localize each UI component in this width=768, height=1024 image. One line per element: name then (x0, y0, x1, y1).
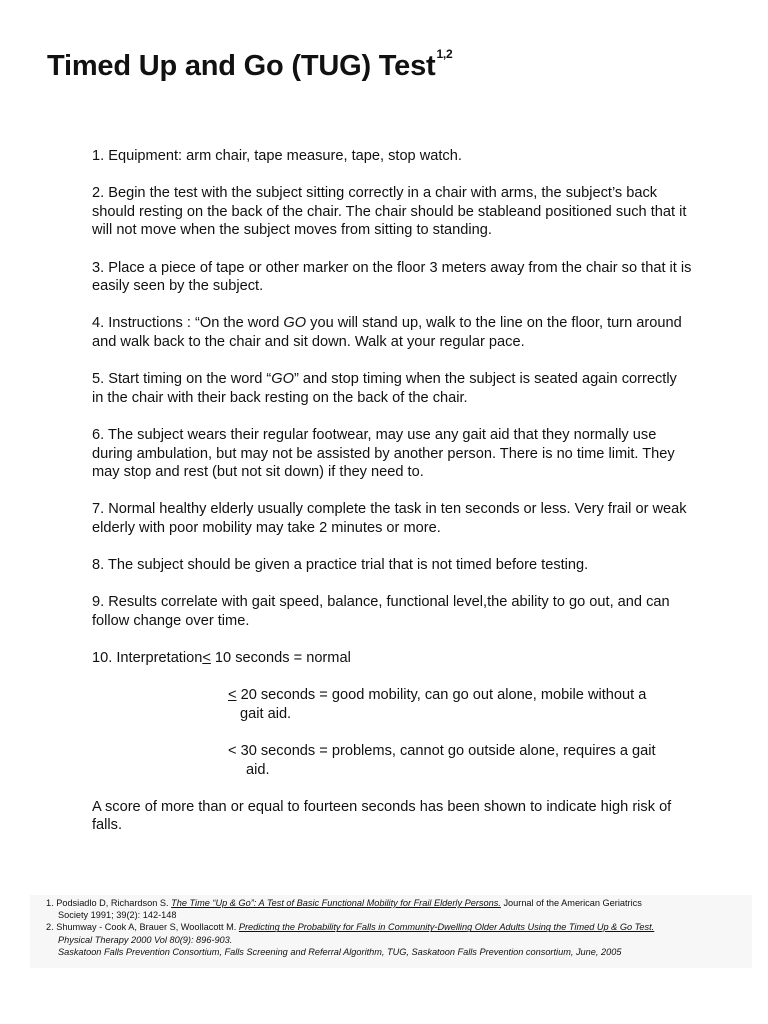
interpretation-good-mobility-cont: gait aid. (240, 705, 292, 722)
item-4-part-b: you will stand up, walk to the line on the floor, turn around and walk back to the chair and sit down. Walk at your regular pace. (92, 315, 682, 350)
interpretation-label: 10. Interpretation (92, 650, 203, 667)
interpretation-good-mobility: 20 seconds = good mobility, can go out alone, mobile without a (236, 687, 647, 704)
item-5-part-a: 5. Start timing on the word “ (92, 371, 272, 388)
item-5 (92, 370, 692, 407)
footnote-1-line-2: Society 1991; 39(2): 142-148 (58, 910, 177, 921)
footnote-1: 1. Podsiadlo D, Richardson S. The Time “Up & Go”: A Test of Basic Functional Mobility for Frail Elderly Persons. Journal of the American Geriatrics (46, 898, 642, 908)
item-2: 2. Begin the test with the subject sitting correctly in a chair with arms, the subject’s back should resting on the back of the chair. The chair should be stableand positioned such that it will not move when the subject moves from sitting to standing. (92, 185, 687, 239)
item-5-go: GO (271, 371, 294, 388)
le-symbol-2: < (228, 687, 237, 704)
item-7: 7. Normal healthy elderly usually complete the task in ten seconds or less. Very frail or weak elderly with poor mobility may take 2 minutes or more. (92, 501, 687, 536)
item-4-part-a: 4. Instructions : “On the word (92, 315, 284, 332)
item-9: 9. Results correlate with gait speed, balance, functional level,the ability to go out, and can follow change over time. (92, 594, 670, 629)
interpretation-row-2 (92, 686, 692, 723)
item-6: 6. The subject wears their regular footwear, may use any gait aid that they normally use during ambulation, but may not be assisted by another person. There is no time limit. They may stop and rest (but not sit down) if they need to. (92, 426, 675, 481)
interpretation-normal: 10 seconds = normal (210, 650, 351, 667)
item-8: 8. The subject should be given a practice trial that is not timed before testing. (92, 557, 589, 574)
interpretation-row-1 (92, 649, 692, 668)
item-5-part-b: ” and stop timing when the subject is seated again correctly in the chair with their back resting on the back of the chair. (92, 371, 677, 406)
item-1: 1. Equipment: arm chair, tape measure, tape, stop watch. (92, 148, 462, 164)
item-4-go: GO (283, 315, 307, 332)
title-text: Timed Up and Go (TUG) Test (47, 50, 436, 82)
title-superscript: 1,2 (436, 47, 453, 62)
item-3: 3. Place a piece of tape or other marker on the floor 3 meters away from the chair so that it is easily seen by the subject. (92, 259, 692, 295)
item-4 (92, 314, 692, 351)
le-symbol-1: < (202, 650, 211, 667)
footnotes (30, 895, 752, 968)
footnote-2-title: Predicting the Probability for Falls in Community-Dwelling Older Adults Using the Timed Up & Go Test. (238, 922, 655, 933)
footnote-2: 2. Shumway - Cook A, Brauer S, Woollacott M. Predicting the Probability for Falls in Community-Dwelling Older Adults Using the Timed Up & Go Test. (46, 922, 655, 933)
footnote-3: Saskatoon Falls Prevention Consortium, Falls Screening and Referral Algorithm, TUG, Saskatoon Falls Prevention consortium, June, 2005 (58, 946, 622, 957)
page-title (47, 47, 453, 83)
score-note: A score of more than or equal to fourteen seconds has been shown to indicate high risk of falls. (92, 798, 672, 834)
footnote-2-line-2: Physical Therapy 2000 Vol 80(9): 896-903. (58, 934, 233, 945)
interpretation-row-3 (92, 742, 692, 779)
interpretation-problems-cont: aid. (246, 761, 270, 778)
interpretation-problems: < 30 seconds = problems, cannot go outside alone, requires a gait (228, 743, 656, 759)
footnote-1-title: The Time “Up & Go”: A Test of Basic Functional Mobility for Frail Elderly Persons. (171, 898, 501, 908)
instruction-list (92, 147, 692, 854)
